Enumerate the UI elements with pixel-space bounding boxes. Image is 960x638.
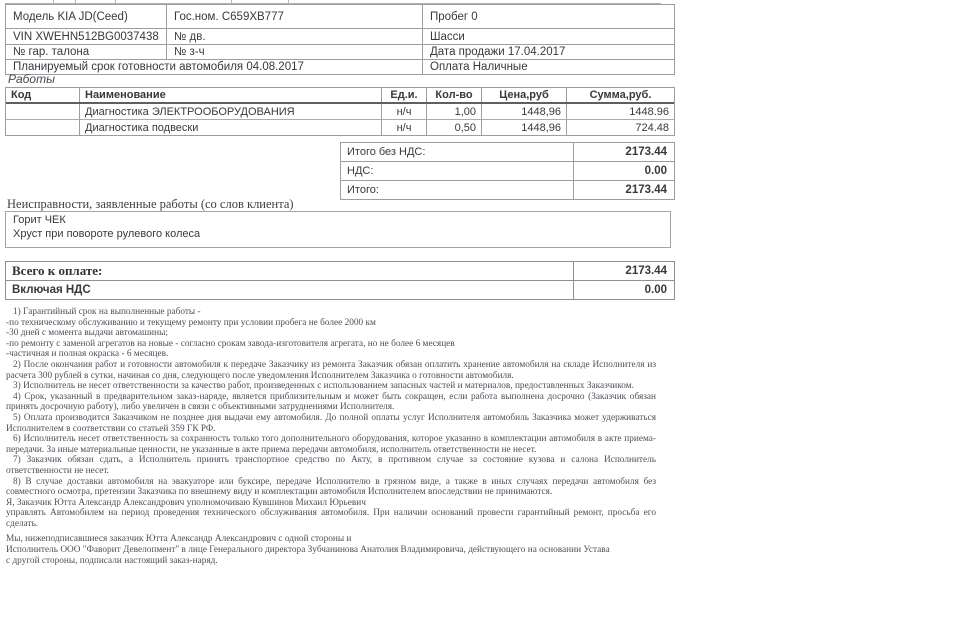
complaint-line: Горит ЧЕК — [13, 214, 66, 226]
works-header-row — [6, 88, 674, 104]
work-price-cell: 1448,96 — [482, 120, 567, 135]
total-due-label: Всего к оплате: — [12, 263, 103, 278]
col-header-sum: Сумма,руб. — [589, 89, 652, 101]
works-table — [5, 87, 675, 136]
warranty-card-cell: № гар. талона — [6, 45, 167, 59]
work-name-cell: Диагностика подвески — [80, 120, 382, 135]
engine-number-cell: № дв. — [167, 29, 423, 44]
total-value: 2173.44 — [573, 181, 674, 199]
total-label: НДС: — [347, 165, 374, 177]
total-row-grand — [341, 181, 674, 200]
table-row — [6, 104, 674, 120]
col-header-unit: Ед.и. — [382, 88, 427, 102]
vat-included-row — [6, 281, 674, 300]
terms-line: 6) Исполнитель несет ответственность за сохранность только того дополнительного оборудования, которое указанно в комплектации автомобиля в акте приема-передачи. За иные материальные ценности, не указанные в акте приема передачи автомобиля, исполнитель ответственности не несет. — [6, 434, 656, 455]
work-unit-cell: н/ч — [382, 120, 427, 135]
col-header-qty: Кол-во — [427, 88, 482, 102]
cutoff-cell-border — [231, 0, 232, 3]
work-name-cell: Диагностика ЭЛЕКТРООБОРУДОВАНИЯ — [80, 104, 382, 119]
total-label: Итого без НДС: — [347, 146, 426, 158]
vehicle-info-row — [6, 29, 674, 45]
terms-line: 3) Исполнитель не несет ответственности за качество работ, произведенных с использованием запасных частей и материалов, предоставленных Заказчиком. — [13, 381, 634, 392]
ready-date-cell: Планируемый срок готовности автомобиля 04.08.2017 — [6, 60, 423, 74]
totals-table — [340, 142, 675, 200]
payment-method-cell: Оплата Наличные — [430, 61, 528, 73]
authorization-line: Я, Заказчик Ютта Александр Александрович уполномочиваю Кувшинов Михаил Юрьевич — [6, 497, 366, 508]
authorization-line: управлять Автомобилем на период проведения технического обслуживания автомобиля. При наличии оснований провести гарантийный ремонт, просьба его сделать. — [6, 508, 656, 529]
parts-number-cell: № з-ч — [167, 45, 423, 59]
signature-line: Мы, нижеподписавшиеся заказчик Ютта Александр Александрович с одной стороны и — [6, 534, 352, 545]
vin-cell: VIN XWEHN512BG0037438 — [6, 29, 167, 44]
work-code-cell — [6, 104, 80, 119]
table-row — [6, 120, 674, 135]
terms-line: -30 дней с момента выдачи автомашины; — [6, 328, 168, 339]
total-row-subtotal — [341, 143, 674, 162]
total-value: 2173.44 — [573, 143, 674, 161]
col-header-code: Код — [6, 88, 80, 102]
work-price-cell: 1448,96 — [482, 104, 567, 119]
total-value: 0.00 — [573, 162, 674, 180]
terms-line: -по техническому обслуживанию и текущему ремонту при условии пробега не более 2000 км — [6, 317, 376, 328]
complaint-line: Хруст при повороте рулевого колеса — [13, 227, 201, 240]
plate-number-cell: Гос.ном. С659ХВ777 — [167, 5, 423, 28]
col-header-price: Цена,руб — [482, 88, 567, 102]
signature-line: с другой стороны, подписали настоящий заказ-наряд. — [6, 555, 218, 566]
mileage-cell: Пробег 0 — [430, 10, 478, 23]
work-sum-cell: 1448.96 — [629, 105, 669, 118]
terms-line: -по ремонту с заменой агрегатов на новые - согласно срокам завода-изготовителя агрегата, но не более 6 месяцев — [6, 338, 455, 349]
work-sum-cell: 724.48 — [635, 121, 669, 134]
terms-line: 1) Гарантийный срок на выполненные работы - — [13, 307, 201, 317]
chassis-cell: Шасси — [430, 30, 465, 43]
total-due-value: 2173.44 — [573, 262, 674, 280]
cutoff-cell-border — [115, 0, 116, 3]
cutoff-cell-border — [288, 0, 289, 3]
terms-and-conditions — [6, 307, 656, 566]
vehicle-info-row — [6, 60, 674, 75]
total-row-vat — [341, 162, 674, 181]
work-code-cell — [6, 120, 80, 135]
cutoff-cell-border — [53, 0, 54, 3]
payment-summary-table — [5, 261, 675, 300]
work-qty-cell: 1,00 — [427, 104, 482, 119]
vehicle-info-row — [6, 5, 674, 29]
terms-line: 8) В случае доставки автомобиля на эвакуаторе или буксире, передаче Исполнителю в грязном виде, а также в иных случаях передачи автомобиля без совместного осмотра, претензии Заказчика по внешнему виду и комплектации автомобиля Исполнителем впоследствии не принимаются. — [6, 476, 656, 498]
vat-included-label: Включая НДС — [12, 284, 91, 296]
cutoff-cell-border — [75, 0, 76, 3]
terms-line: -частичная и полная окраска - 6 месяцев. — [6, 349, 169, 360]
terms-line: 7) Заказчик обязан сдать, а Исполнитель принять транспортное средство по Акту, в противном случае за состояние кузова и салона Исполнитель ответственности не несет. — [6, 455, 656, 476]
vat-included-value: 0.00 — [573, 281, 674, 299]
complaints-title: Неисправности, заявленные работы (со слов клиента) — [7, 197, 294, 211]
vehicle-model-cell: Модель KIA JD(Ceed) — [6, 5, 167, 28]
vehicle-info-row — [6, 45, 674, 60]
sale-date-cell: Дата продажи 17.04.2017 — [430, 46, 566, 58]
terms-line: 4) Срок, указанный в предварительном заказ-наряде, является приблизительным и может быть сокращен, если работа выполнена досрочно (Заказчик обязан принять досрочную работу), либо увеличен в связи с объективными затруднениями Исполнителя. — [6, 391, 656, 413]
terms-line: 5) Оплата производится Заказчиком не позднее дня выдачи ему автомобиля. До полной оплаты услуг Исполнителя автомобиль Заказчика может удерживаться Исполнителем в соответствии со статьей 359 ГК РФ. — [6, 412, 656, 434]
terms-line: 2) После окончания работ и готовности автомобиля к передаче Заказчику из ремонта Заказчик обязан оплатить хранение автомобиля на складе Исполнителя из расчета 300 рублей в сутки, начиная со дня, следующего после уведомления Исполнителем Заказчика о готовности автомобиля. — [6, 359, 656, 381]
works-section-label: Работы — [8, 72, 55, 86]
work-unit-cell: н/ч — [382, 104, 427, 119]
work-qty-cell: 0,50 — [427, 120, 482, 135]
col-header-name: Наименование — [80, 88, 382, 102]
complaints-box — [5, 211, 671, 248]
total-due-row — [6, 262, 674, 281]
vehicle-info-table — [5, 4, 675, 75]
signature-line: Исполнитель ООО "Фаворит Девелопмент" в лице Генерального директора Зубчанинова Анатолия Владимировича, действующего на основании Устава — [6, 545, 610, 556]
total-label: Итого: — [347, 184, 379, 196]
